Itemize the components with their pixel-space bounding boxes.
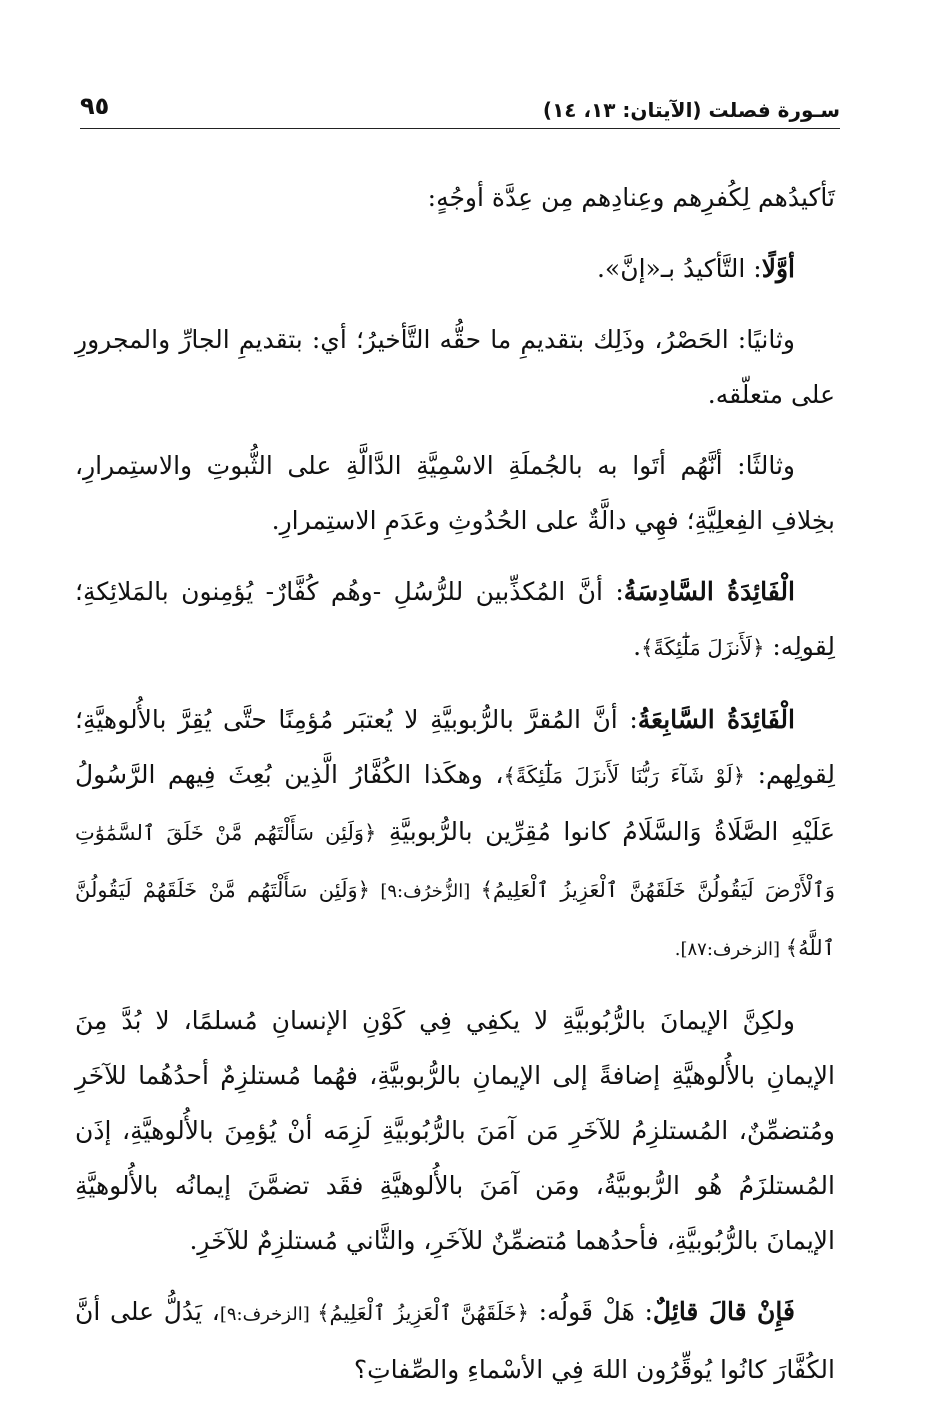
header-rule xyxy=(80,128,840,129)
paragraph xyxy=(75,170,835,225)
paragraph-text: ولكِنَّ الإيمانَ بالرُّبُوبيَّةِ لا يكفِي فِي كَوْنِ الإنسانِ مُسلمًا، لا بُدَّ مِنَ الإيمانِ بالأُلوهيَّةِ إضافةً إلى الإيمانِ بالرُّبوبيَّةِ، فهُما مُستلزِمٌ أحدُهُما للآخَرِ ومُتضمِّنٌ، المُستلزِمُ للآخَرِ مَن آمَنَ بالرُّبُوبيَّةِ لَزِمَه أنْ يُؤمِنَ بالأُلوهيَّةِ، إذَن المُستلزَمُ هُو الرُّبوبيَّةُ، ومَن آمَنَ بالأُلوهيَّةِ فقَد تضمَّنَ إيمانُه بالأُلوهيَّةِ الإيمانَ بالرُّبُوبيَّةِ، فأحدُهما مُتضمِّنٌ للآخَرِ، والثَّاني مُستلزِمٌ للآخَرِ. xyxy=(75,1006,835,1255)
quran-verse: ﴿لَأَنزَلَ مَلَٰٓئِكَةً﴾ xyxy=(641,636,765,660)
quran-verse: ﴿خَلَقَهُنَّ ٱلْعَزِيزُ ٱلْعَلِيمُ﴾ xyxy=(317,1301,529,1325)
paragraph xyxy=(75,692,835,977)
paragraph-text: . xyxy=(633,632,642,661)
paragraph xyxy=(75,438,835,548)
paragraph xyxy=(75,241,835,296)
paragraph xyxy=(75,564,835,676)
verse-reference: [الزخرف:٨٧]. xyxy=(674,939,786,960)
paragraph xyxy=(75,993,835,1268)
paragraph-text: وثانيًا: الحَصْرُ، وذَلِك بتقديمِ ما حقُّه التَّأخيرُ؛ أي: بتقديمِ الجارِّ والمجرورِ على متعلّقه. xyxy=(75,325,835,409)
section-heading: فَإِنْ قالَ قائِلٌ xyxy=(652,1297,795,1326)
paragraph-text: وثالثًا: أنَّهُم أتَوا به بالجُملَةِ الاسْمِيَّةِ الدَّالَّةِ على الثُّبوتِ والاستِمرارِ، بخِلافِ الفِعلِيَّةِ؛ فهِي دالَّةٌ على الحُدُوثِ وعَدَمِ الاستِمرارِ. xyxy=(75,451,835,535)
paragraph xyxy=(75,1284,835,1397)
paragraph-text: : التَّأكيدُ بـ«إنَّ». xyxy=(596,254,762,283)
quran-verse: ﴿وَلَئِن سَأَلْتَهُم مَّنْ خَلَقَ ٱلسَّمَٰوَٰتِ وَٱلْأَرْضَ لَيَقُولُنَّ خَلَقَهُنَّ ٱلْعَزِيزُ ٱلْعَلِيمُ﴾ xyxy=(75,821,835,902)
section-heading: الْفَائِدَةُ السَّادِسَةُ xyxy=(623,577,795,606)
paragraph-text: تَأكيدُهم لِكُفرِهم وعِنادِهم مِن عِدَّة أوجُهٍ: xyxy=(427,183,835,212)
section-heading: الْفَائِدَةُ السَّابِعَةُ xyxy=(637,705,795,734)
paragraph xyxy=(75,312,835,422)
quran-verse: ﴿وَلَئِن سَأَلْتَهُم مَّنْ خَلَقَهُمْ لَيَقُولُنَّ ٱللَّهُ﴾ xyxy=(75,878,835,960)
page-body xyxy=(75,170,835,1413)
section-heading: أوَّلًا xyxy=(761,254,795,283)
paragraph-text: : أنَّ المُكذِّبين للرُّسُلِ -وهُم كُفَّارٌ- يُؤمِنون بالمَلائِكةِ؛ لِقولِه: xyxy=(75,577,835,661)
page-number: ٩٥ xyxy=(80,92,110,120)
paragraph-text: ، يَدُلُّ على أنَّ الكُفَّارَ كانُوا يُوقِّرُون اللهَ فِي الأسْماءِ والصِّفاتِ؟ xyxy=(75,1297,835,1384)
surah-title: سـورة فصلت (الآيتان: ١٣، ١٤) xyxy=(542,98,840,122)
verse-reference: [الزخرف:٩] xyxy=(219,1304,318,1325)
paragraph-text: ، وهكَذا الكُفَّارُ الَّذِين بُعِثَ فِيهم الرَّسُولُ عَلَيْهِ الصَّلَاةُ وَالسَّلَامُ كانوا مُقِرِّين بالرُّبوبيَّةِ xyxy=(75,760,835,846)
paragraph-text: : أنَّ المُقرَّ بالرُّبوبيَّةِ لا يُعتبَر مُؤمِنًا حتَّى يُقِرَّ بالأُلوهيَّةِ؛ لِقولِهم: xyxy=(75,705,836,789)
paragraph-text: : هَلْ قَولُه: xyxy=(528,1297,653,1326)
page-header xyxy=(80,92,840,132)
quran-verse: ﴿لَوْ شَآءَ رَبُّنَا لَأَنزَلَ مَلَٰٓئِكَةً﴾ xyxy=(503,764,746,788)
verse-reference: [الزُّخرُف:٩] xyxy=(369,881,481,902)
